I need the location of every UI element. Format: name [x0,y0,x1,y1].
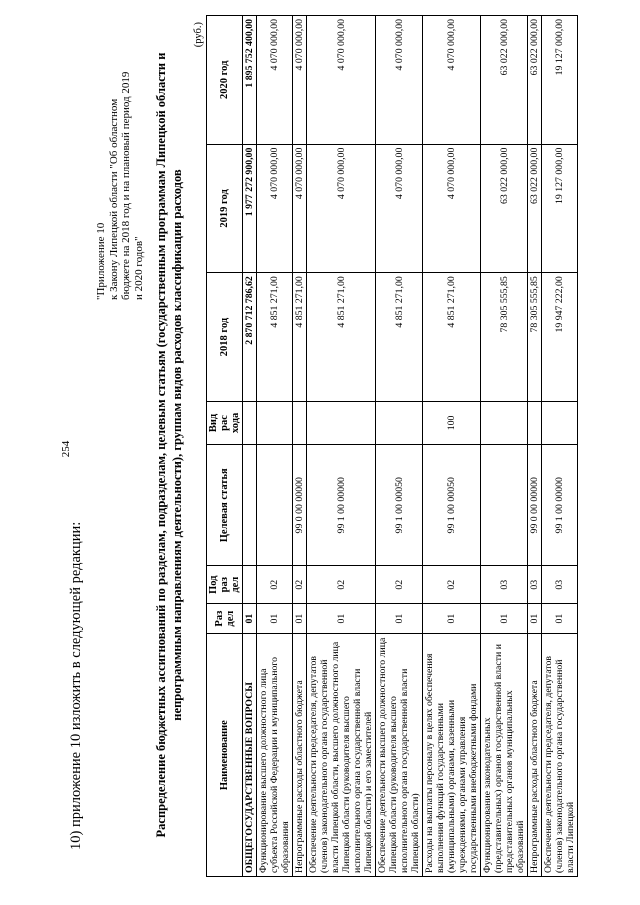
row-2020: 1 895 752 400,00 [243,16,257,145]
row-2018: 4 851 271,00 [257,273,293,402]
row-section: 01 [307,603,376,633]
header-expense-type: Вид рас хода [207,401,243,444]
table-row [542,16,578,877]
row-name: Обеспечение деятельности председателя, депутатов (членов) законодательного органа государственной власти Липецкой области, высшего должностного лица Липецкой области (руководителя высшего исполнительного органа государственной власти Липецкой области) и его заместителей [307,634,376,877]
row-section: 01 [376,603,423,633]
row-target [257,445,293,566]
row-name: Непрограммные расходы областного бюджета [528,634,542,877]
header-target: Целевая статья [207,445,243,566]
row-section: 01 [257,603,293,633]
row-2018: 78 305 555,85 [528,273,542,402]
row-subsection: 03 [528,566,542,604]
row-2018: 4 851 271,00 [376,273,423,402]
row-2018: 2 870 712 786,62 [243,273,257,402]
row-2020: 4 070 000,00 [293,16,307,145]
row-subsection: 03 [542,566,578,604]
row-expense-type [243,401,257,444]
document-title: Распределение бюджетных ассигнований по разделам, подразделам, целевым статьям (государственным программам Липецкой области и непрограммным направлениям деятельности), группам видов расходов классификации расходов [154,52,184,838]
table-row [481,16,528,877]
table-row [307,16,376,877]
row-section: 01 [423,603,481,633]
row-expense-type [528,401,542,444]
row-subsection [243,566,257,604]
row-section: 01 [528,603,542,633]
row-2020: 4 070 000,00 [307,16,376,145]
row-2019: 63 022 000,00 [481,144,528,273]
row-section: 01 [243,603,257,633]
row-section: 01 [481,603,528,633]
row-2018: 78 305 555,85 [481,273,528,402]
row-target: 99 0 00 00000 [293,445,307,566]
header-2019: 2019 год [207,144,243,273]
row-2020: 4 070 000,00 [423,16,481,145]
table-row [243,16,257,877]
row-expense-type [481,401,528,444]
row-target: 99 0 00 00000 [528,445,542,566]
row-subsection: 02 [423,566,481,604]
row-subsection: 02 [376,566,423,604]
row-expense-type [376,401,423,444]
header-subsection: Под раз дел [207,566,243,604]
unit-label: (руб.) [193,22,204,48]
rotated-page-content [43,20,639,880]
row-2018: 4 851 271,00 [307,273,376,402]
row-target [243,445,257,566]
row-2018: 4 851 271,00 [423,273,481,402]
row-name: Функционирование высшего должностного лица субъекта Российской Федерации и муниципального образования [257,634,293,877]
row-subsection: 02 [307,566,376,604]
row-name: Обеспечение деятельности высшего должностного лица Липецкой области (руководителя высшего исполнительного органа государственной власти Липецкой области) [376,634,423,877]
row-2019: 4 070 000,00 [376,144,423,273]
header-2020: 2020 год [207,16,243,145]
appendix-note: "Приложение 10 к Закону Липецкой области "Об областном бюджете на 2018 год и на плановый период 2019 и 2020 годов" [95,71,145,300]
row-section: 01 [542,603,578,633]
row-expense-type [293,401,307,444]
row-subsection: 03 [481,566,528,604]
intro-text: 10) приложение 10 изложить в следующей редакции: [68,521,84,850]
header-section: Раз дел [207,603,243,633]
row-target: 99 1 00 00050 [423,445,481,566]
row-2020: 4 070 000,00 [257,16,293,145]
row-expense-type [257,401,293,444]
header-2018: 2018 год [207,273,243,402]
table-header-row [207,16,243,877]
row-2019: 1 977 272 900,00 [243,144,257,273]
row-target: 99 1 00 00000 [542,445,578,566]
table-row [528,16,542,877]
row-target: 99 1 00 00050 [376,445,423,566]
row-name: Функционирование законодательных (представительных) органов государственной власти и представительных органов муниципальных образований [481,634,528,877]
row-name: ОБЩЕГОСУДАРСТВЕННЫЕ ВОПРОСЫ [243,634,257,877]
table-row [423,16,481,877]
row-2020: 4 070 000,00 [376,16,423,145]
header-name: Наименование [207,634,243,877]
row-name: Расходы на выплаты персоналу в целях обеспечения выполнения функций государственными (муниципальными) органами, казенными учреждениями, органами управления государственными внебюджетными фондами [423,634,481,877]
row-2019: 4 070 000,00 [307,144,376,273]
row-2019: 19 127 000,00 [542,144,578,273]
row-2020: 63 022 000,00 [481,16,528,145]
row-name: Обеспечение деятельности председателя, депутатов (членов) законодательного органа государственной власти Липецкой [542,634,578,877]
row-name: Непрограммные расходы областного бюджета [293,634,307,877]
row-target [481,445,528,566]
budget-table [206,15,578,877]
row-expense-type [542,401,578,444]
row-2019: 4 070 000,00 [257,144,293,273]
page-number: 254 [60,440,72,458]
row-expense-type: 100 [423,401,481,444]
row-2019: 4 070 000,00 [423,144,481,273]
row-2020: 19 127 000,00 [542,16,578,145]
row-section: 01 [293,603,307,633]
row-subsection: 02 [257,566,293,604]
table-row [257,16,293,877]
table-row [293,16,307,877]
row-2018: 4 851 271,00 [293,273,307,402]
row-2020: 63 022 000,00 [528,16,542,145]
table-row [376,16,423,877]
row-subsection: 02 [293,566,307,604]
row-expense-type [307,401,376,444]
row-2019: 4 070 000,00 [293,144,307,273]
row-2019: 63 022 000,00 [528,144,542,273]
row-target: 99 1 00 00000 [307,445,376,566]
row-2018: 19 947 222,00 [542,273,578,402]
